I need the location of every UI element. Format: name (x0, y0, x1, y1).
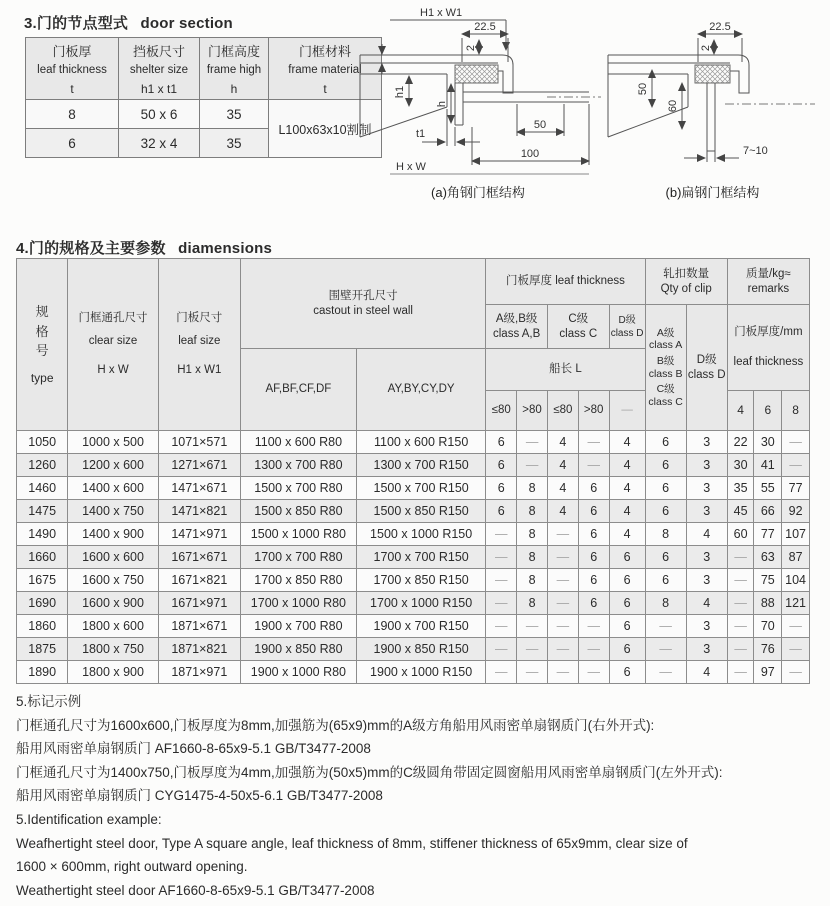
cell: 1300 x 700 R80 (240, 454, 356, 477)
cell: — (727, 615, 754, 638)
door-section-table (25, 37, 382, 158)
cell: 4 (686, 661, 727, 684)
cell: 4 (609, 477, 645, 500)
cell: 1471×671 (158, 477, 240, 500)
cell: 1000 x 500 (68, 431, 158, 454)
table-row (17, 569, 810, 592)
cell: 1900 x 1000 R80 (240, 661, 356, 684)
cell: — (517, 431, 548, 454)
cell: 6 (609, 569, 645, 592)
cell: 1671×671 (158, 546, 240, 569)
cell: 35 (200, 129, 269, 158)
cell: 3 (686, 454, 727, 477)
frame-material-cell: L100x63x10割制 (269, 100, 382, 158)
cell: 4 (547, 477, 578, 500)
dim-label-h1w1: H1 x W1 (420, 7, 463, 19)
col-header-class-ab: A级,B级 class A,B (486, 305, 548, 349)
cell: 1071×571 (158, 431, 240, 454)
cell: 104 (782, 569, 810, 592)
cell: 1800 x 750 (68, 638, 158, 661)
cell: 1500 x 1000 R80 (240, 523, 356, 546)
cell: 4 (609, 431, 645, 454)
cell: 1260 (17, 454, 68, 477)
cell: 1600 x 600 (68, 546, 158, 569)
cell: 1400 x 600 (68, 477, 158, 500)
cell: 75 (754, 569, 782, 592)
cell: 3 (686, 569, 727, 592)
cell: 6 (645, 569, 686, 592)
figure-flat-steel-frame (600, 4, 825, 201)
header-row-1 (17, 259, 810, 305)
cell: 4 (547, 431, 578, 454)
cell: 8 (517, 546, 548, 569)
dim-label-22-5: 22.5 (474, 21, 496, 33)
text-line: 5.标记示例 (16, 694, 82, 709)
cell: 1871×671 (158, 615, 240, 638)
table-row (17, 431, 810, 454)
cell: — (547, 546, 578, 569)
cell: 63 (754, 546, 782, 569)
col-header-clear-size: 门框通孔尺寸 clear size H x W (68, 259, 158, 431)
cell: 1700 x 850 R150 (356, 569, 485, 592)
cell: 6 (609, 638, 645, 661)
cell: — (547, 592, 578, 615)
cell: — (547, 661, 578, 684)
cell: 35 (727, 477, 754, 500)
cell: — (486, 523, 517, 546)
text-line: Weafhertight steel door, Type A square angle, leaf thickness of 8mm, stiffener thickness of 65x9mm, clear size of (16, 835, 688, 851)
cell: — (578, 638, 609, 661)
dim-label-50: 50 (637, 82, 649, 96)
cell: — (547, 615, 578, 638)
cell: — (517, 638, 548, 661)
cell: 1690 (17, 592, 68, 615)
col-header-mass-thickness: 门板厚度/mm leaf thickness (727, 305, 809, 391)
specifications-table (16, 258, 810, 684)
dimension-lines (382, 20, 589, 174)
cell: 1900 x 1000 R150 (356, 661, 485, 684)
table-row (17, 592, 810, 615)
col-header-clip-abc: A级 class A B级 class B C级 class C (645, 305, 686, 431)
cell: 1871×971 (158, 661, 240, 684)
cell: 45 (727, 500, 754, 523)
cell: 88 (754, 592, 782, 615)
cell: 1500 x 700 R150 (356, 477, 485, 500)
angle-steel-frame-drawing (352, 4, 604, 180)
table-row (17, 454, 810, 477)
cell: 1900 x 700 R150 (356, 615, 485, 638)
cell: 97 (754, 661, 782, 684)
section4-title-en: diamensions (178, 240, 272, 257)
cell: 1900 x 850 R80 (240, 638, 356, 661)
table-row (17, 661, 810, 684)
cell: 3 (686, 500, 727, 523)
cell: 1100 x 600 R80 (240, 431, 356, 454)
cell: 22 (727, 431, 754, 454)
cell: 3 (686, 546, 727, 569)
cell: — (578, 615, 609, 638)
cell: 1700 x 700 R80 (240, 546, 356, 569)
cell: — (645, 615, 686, 638)
cell: 6 (26, 129, 119, 158)
cell: 1400 x 750 (68, 500, 158, 523)
col-header-d-dash: — (609, 391, 645, 431)
dim-label-2: 2 (465, 44, 477, 52)
cell: 30 (754, 431, 782, 454)
dim-label-h1: h1 (394, 85, 406, 99)
cell: — (517, 615, 548, 638)
col-header-thk-6: 6 (754, 391, 782, 431)
col-header-ship-length: 船长 L (486, 349, 645, 391)
col-header-mass: 质量/kg≈ remarks (727, 259, 809, 305)
cell: — (578, 431, 609, 454)
cell: 6 (578, 523, 609, 546)
cell: 6 (578, 477, 609, 500)
flat-steel-frame-drawing (600, 4, 825, 180)
table-row (17, 477, 810, 500)
cell: 87 (782, 546, 810, 569)
cell: — (486, 638, 517, 661)
cell: 1671×821 (158, 569, 240, 592)
cell: 1671×971 (158, 592, 240, 615)
col-frame-high: 门框高度 frame high h (200, 38, 269, 100)
cell: 55 (754, 477, 782, 500)
table-row (17, 615, 810, 638)
text-line: 船用风雨密单扇钢质门 CYG1475-4-50x5-6.1 GB/T3477-2008 (16, 788, 383, 804)
cell: 6 (609, 592, 645, 615)
cell: 1675 (17, 569, 68, 592)
cell: 1460 (17, 477, 68, 500)
cell: 6 (578, 569, 609, 592)
col-header-leaf-size: 门板尺寸 leaf size H1 x W1 (158, 259, 240, 431)
cell: 1500 x 1000 R150 (356, 523, 485, 546)
cell: 3 (686, 431, 727, 454)
cell: 8 (645, 592, 686, 615)
text-line: 5.Identification example: (16, 811, 162, 827)
col-header-clip-qty: 轧扣数量 Qty of clip (645, 259, 727, 305)
cell: 1871×821 (158, 638, 240, 661)
cell: — (727, 546, 754, 569)
cell: 1800 x 900 (68, 661, 158, 684)
text-line: 1600 × 600mm, right outward opening. (16, 859, 248, 875)
cell: — (578, 454, 609, 477)
section3-title (24, 12, 233, 33)
dim-label-22-5: 22.5 (709, 21, 731, 33)
table-row (17, 638, 810, 661)
cell: 1700 x 700 R150 (356, 546, 485, 569)
dim-label-100: 100 (520, 148, 540, 160)
cell: 4 (686, 592, 727, 615)
cell: 1471×971 (158, 523, 240, 546)
header-row (26, 38, 382, 100)
text-line: 门框通孔尺寸为1600x600,门板厚度为8mm,加强筋为(65x9)mm的A级方角船用风雨密单扇钢质门(右外开式): (16, 717, 655, 733)
cell: 1200 x 600 (68, 454, 158, 477)
section3-title-en: door section (140, 15, 233, 32)
cell: 1860 (17, 615, 68, 638)
cell: 1700 x 1000 R150 (356, 592, 485, 615)
section4-title (16, 237, 272, 258)
cell: 66 (754, 500, 782, 523)
frame-profile (455, 83, 601, 125)
cell: 1271×671 (158, 454, 240, 477)
cell: 4 (609, 500, 645, 523)
cell: 8 (517, 477, 548, 500)
gasket-hatch (455, 65, 498, 83)
cell: 1600 x 750 (68, 569, 158, 592)
cell: 8 (517, 569, 548, 592)
cell: 1900 x 850 R150 (356, 638, 485, 661)
cell: 1400 x 900 (68, 523, 158, 546)
col-header-clip-d: D级 class D (686, 305, 727, 431)
cell: — (782, 661, 810, 684)
cell: 6 (645, 500, 686, 523)
cell: 6 (645, 454, 686, 477)
cell: 121 (782, 592, 810, 615)
text-line: Weathertight steel door AF1660-8-65x9-5.1 GB/T3477-2008 (16, 882, 375, 898)
cell: — (727, 592, 754, 615)
cell: — (486, 592, 517, 615)
cell: 8 (517, 500, 548, 523)
col-header-type: 规格号 type (17, 259, 68, 431)
cell: 1660 (17, 546, 68, 569)
cell: 6 (645, 431, 686, 454)
cell: 1300 x 700 R150 (356, 454, 485, 477)
section4-title-zh: 4.门的规格及主要参数 (16, 240, 166, 257)
cell: 6 (609, 615, 645, 638)
col-header-class-c: C级 class C (547, 305, 609, 349)
figure-a-caption: (a)角钢门框结构 (431, 185, 525, 200)
col-header-le80-c: ≤80 (547, 391, 578, 431)
cell: — (782, 615, 810, 638)
cell: 4 (686, 523, 727, 546)
cell: — (727, 638, 754, 661)
table-row (17, 500, 810, 523)
table-row (26, 100, 382, 129)
cell: 1875 (17, 638, 68, 661)
cell: — (645, 638, 686, 661)
col-header-class-d: D级 class D (609, 305, 645, 349)
spec-table-body (17, 431, 810, 684)
cell: — (486, 615, 517, 638)
cell: 8 (26, 100, 119, 129)
col-header-gt80-c: >80 (578, 391, 609, 431)
cell: 4 (547, 454, 578, 477)
col-header-castout-y: AY,BY,CY,DY (356, 349, 485, 431)
col-shelter-size: 挡板尺寸 shelter size h1 x t1 (119, 38, 200, 100)
cell: 1700 x 850 R80 (240, 569, 356, 592)
cell: — (547, 523, 578, 546)
cell: 1890 (17, 661, 68, 684)
dim-label-7-10: 7~10 (743, 145, 768, 157)
figure-b-geometry (608, 34, 815, 162)
figure-b-caption: (b)扁钢门框结构 (665, 185, 760, 200)
cell: 6 (486, 500, 517, 523)
cell: — (727, 569, 754, 592)
cell: — (578, 661, 609, 684)
cell: 4 (547, 500, 578, 523)
cell: 1900 x 700 R80 (240, 615, 356, 638)
figure-b-labels (637, 21, 768, 157)
cell: — (727, 661, 754, 684)
dim-label-hxw: H x W (396, 161, 426, 173)
cell: 8 (517, 523, 548, 546)
cell: 77 (754, 523, 782, 546)
cell: 4 (609, 523, 645, 546)
cell: 35 (200, 100, 269, 129)
cell: 4 (609, 454, 645, 477)
dim-label-h: h (436, 100, 448, 108)
text-line: 门框通孔尺寸为1400x750,门板厚度为4mm,加强筋为(50x5)mm的C级圆角带固定圆窗船用风雨密单扇钢质门(左外开式): (16, 764, 723, 780)
cell: 6 (609, 546, 645, 569)
dim-label-60: 60 (667, 99, 679, 113)
cell: 6 (645, 546, 686, 569)
dim-label-t1: t1 (416, 128, 426, 140)
cell: — (547, 569, 578, 592)
figure-a-labels (394, 7, 546, 173)
cell: — (547, 638, 578, 661)
cell: 1500 x 850 R80 (240, 500, 356, 523)
cell: 6 (578, 500, 609, 523)
table-row (17, 546, 810, 569)
cell: 6 (486, 431, 517, 454)
col-header-leaf-thickness: 门板厚度 leaf thickness (486, 259, 645, 305)
cell: 6 (578, 592, 609, 615)
cell: 70 (754, 615, 782, 638)
cell: 6 (486, 477, 517, 500)
cell: 50 x 6 (119, 100, 200, 129)
section3-title-zh: 3.门的节点型式 (24, 15, 129, 32)
cell: 3 (686, 615, 727, 638)
col-header-castout: 围壁开孔尺寸 castout in steel wall (240, 259, 485, 349)
cell: — (486, 661, 517, 684)
cell: 41 (754, 454, 782, 477)
col-header-thk-4: 4 (727, 391, 754, 431)
cell: 1800 x 600 (68, 615, 158, 638)
cell: — (782, 431, 810, 454)
figure-angle-steel-frame (352, 4, 604, 201)
cell: 1050 (17, 431, 68, 454)
cell: 107 (782, 523, 810, 546)
col-leaf-thickness: 门板厚 leaf thickness t (26, 38, 119, 100)
cell: 1475 (17, 500, 68, 523)
cell: 8 (517, 592, 548, 615)
cell: — (486, 546, 517, 569)
col-header-le80-ab: ≤80 (486, 391, 517, 431)
frame-profile (707, 83, 815, 151)
cell: — (782, 638, 810, 661)
cell: 30 (727, 454, 754, 477)
dimension-lines (652, 34, 742, 162)
cell: 6 (609, 661, 645, 684)
dim-label-50: 50 (533, 119, 547, 131)
cell: — (782, 454, 810, 477)
col-header-thk-8: 8 (782, 391, 810, 431)
col-header-castout-f: AF,BF,CF,DF (240, 349, 356, 431)
cell: — (517, 661, 548, 684)
col-frame-material: 门框材料 frame material t (269, 38, 382, 100)
text-line: 船用风雨密单扇钢质门 AF1660-8-65x9-5.1 GB/T3477-2008 (16, 741, 371, 757)
cell: 77 (782, 477, 810, 500)
dim-label-2: 2 (700, 44, 712, 52)
cell: 6 (645, 477, 686, 500)
cell: 1490 (17, 523, 68, 546)
cell: 32 x 4 (119, 129, 200, 158)
cell: 1500 x 850 R150 (356, 500, 485, 523)
cell: 6 (578, 546, 609, 569)
table-row (17, 523, 810, 546)
cell: 3 (686, 638, 727, 661)
cell: 8 (645, 523, 686, 546)
col-header-gt80-ab: >80 (517, 391, 548, 431)
cell: 1100 x 600 R150 (356, 431, 485, 454)
cell: 76 (754, 638, 782, 661)
cell: 1500 x 700 R80 (240, 477, 356, 500)
gasket-hatch (695, 65, 730, 83)
cell: — (517, 454, 548, 477)
cell: 1700 x 1000 R80 (240, 592, 356, 615)
cell: 60 (727, 523, 754, 546)
cell: 6 (486, 454, 517, 477)
cell: 1471×821 (158, 500, 240, 523)
cell: — (486, 569, 517, 592)
cell: 3 (686, 477, 727, 500)
cell: 1600 x 900 (68, 592, 158, 615)
identification-example (16, 690, 822, 902)
cell: — (645, 661, 686, 684)
cell: 92 (782, 500, 810, 523)
